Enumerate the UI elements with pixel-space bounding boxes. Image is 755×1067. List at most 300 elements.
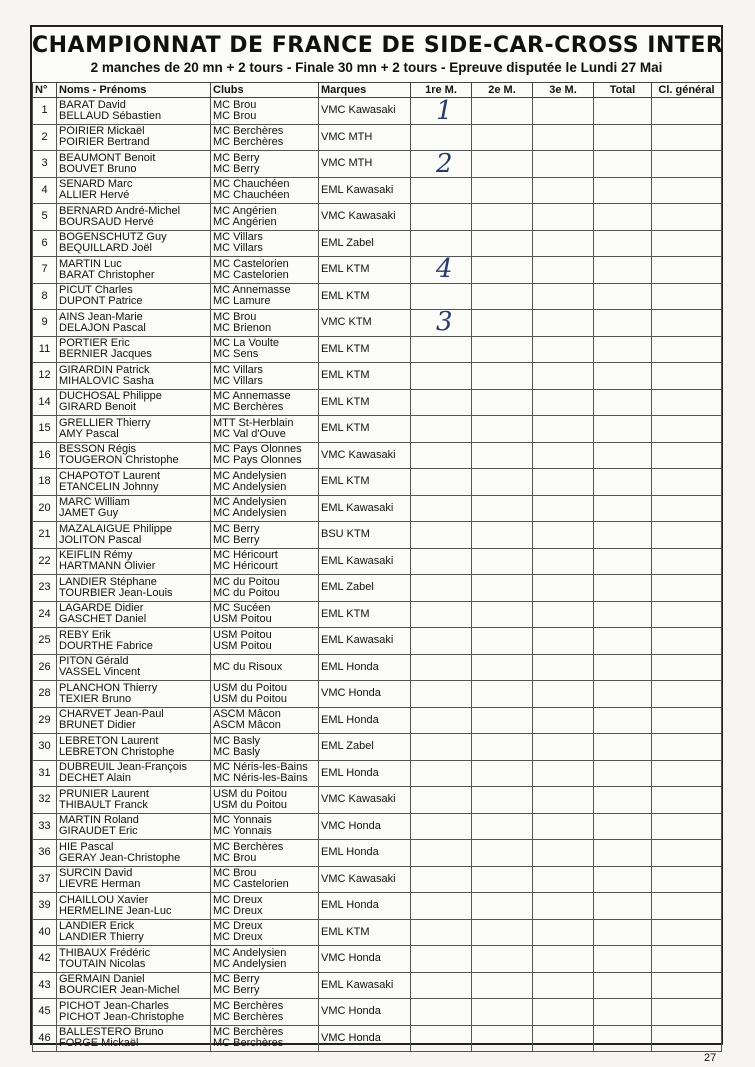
table-header: [33, 83, 722, 98]
row-number: 23: [33, 575, 57, 602]
passenger-club: MC Castelorien: [213, 268, 289, 281]
cell-manche-1: [411, 654, 472, 681]
cell-classement-general: [652, 495, 722, 522]
passenger-name: HARTMANN Olivier: [59, 560, 156, 573]
cell-manche-2: [472, 866, 533, 893]
row-number: 36: [33, 840, 57, 867]
cell-manche-3: [533, 548, 594, 575]
cell-classement-general: [652, 336, 722, 363]
pilot-name: MARTIN Roland: [59, 814, 139, 827]
pilot-club: MC La Voulte: [213, 337, 280, 350]
row-number: 6: [33, 230, 57, 257]
row-crew: [57, 575, 211, 602]
cell-manche-2: [472, 442, 533, 469]
cell-total: [594, 310, 652, 337]
table-row: [33, 495, 722, 522]
passenger-name: LIEVRE Herman: [59, 878, 141, 891]
cell-manche-3: [533, 972, 594, 999]
row-number: 20: [33, 495, 57, 522]
cell-manche-3: [533, 495, 594, 522]
cell-total: [594, 522, 652, 549]
cell-total: [594, 151, 652, 178]
cell-total: [594, 813, 652, 840]
row-marque: EML KTM: [319, 336, 411, 363]
cell-total: [594, 177, 652, 204]
passenger-club: MC Néris-les-Bains: [213, 772, 308, 785]
cell-classement-general: [652, 628, 722, 655]
cell-classement-general: [652, 787, 722, 814]
cell-manche-1: [411, 866, 472, 893]
row-number: 7: [33, 257, 57, 284]
cell-classement-general: [652, 204, 722, 231]
cell-manche-1: [411, 893, 472, 920]
row-clubs: [211, 336, 319, 363]
row-clubs: [211, 946, 319, 973]
cell-manche-2: [472, 522, 533, 549]
handwritten-mark: 4: [436, 254, 453, 285]
cell-manche-3: [533, 893, 594, 920]
cell-manche-1: [411, 813, 472, 840]
row-number: 42: [33, 946, 57, 973]
row-crew: [57, 283, 211, 310]
table-row: [33, 972, 722, 999]
table-row: [33, 310, 722, 337]
row-marque: VMC Honda: [319, 813, 411, 840]
cell-manche-1: [411, 283, 472, 310]
cell-manche-2: [472, 230, 533, 257]
cell-manche-2: [472, 124, 533, 151]
cell-classement-general: [652, 893, 722, 920]
header-clubs: Clubs: [211, 83, 319, 98]
row-clubs: [211, 283, 319, 310]
row-marque: EML Zabel: [319, 575, 411, 602]
pilot-name: PICUT Charles: [59, 284, 133, 297]
row-marque: EML KTM: [319, 389, 411, 416]
pilot-club: MC Berchères: [213, 1026, 284, 1039]
row-marque: EML Zabel: [319, 230, 411, 257]
passenger-name: TOUGERON Christophe: [59, 454, 179, 467]
row-clubs: [211, 310, 319, 337]
cell-total: [594, 575, 652, 602]
cell-total: [594, 389, 652, 416]
passenger-club: MC Villars: [213, 374, 263, 387]
row-clubs: [211, 548, 319, 575]
cell-manche-2: [472, 310, 533, 337]
passenger-club: USM du Poitou: [213, 692, 287, 705]
pilot-club: USM du Poitou: [213, 787, 287, 800]
cell-manche-3: [533, 124, 594, 151]
cell-manche-1: [411, 681, 472, 708]
row-number: 39: [33, 893, 57, 920]
pilot-name: MARC William: [59, 496, 130, 509]
row-crew: [57, 628, 211, 655]
pilot-name: LAGARDE Didier: [59, 602, 144, 615]
cell-manche-3: [533, 230, 594, 257]
cell-manche-3: [533, 813, 594, 840]
pilot-club: MC Berry: [213, 522, 260, 535]
row-marque: EML Kawasaki: [319, 972, 411, 999]
row-crew: [57, 204, 211, 231]
pilot-name: CHAPOTOT Laurent: [59, 469, 161, 482]
pilot-name: LEBRETON Laurent: [59, 734, 159, 747]
cell-classement-general: [652, 257, 722, 284]
cell-manche-1: [411, 336, 472, 363]
pilot-club: MC Héricourt: [213, 549, 278, 562]
cell-manche-1: [411, 442, 472, 469]
pilot-club: MC Villars: [213, 363, 263, 376]
cell-classement-general: [652, 972, 722, 999]
passenger-club: MC Berry: [213, 533, 260, 546]
pilot-name: PLANCHON Thierry: [59, 681, 158, 694]
pilot-name: BALLESTERO Bruno: [59, 1026, 164, 1039]
row-clubs: [211, 681, 319, 708]
cell-manche-1: [411, 628, 472, 655]
cell-manche-2: [472, 389, 533, 416]
row-crew: [57, 310, 211, 337]
row-number: 26: [33, 654, 57, 681]
cell-manche-2: [472, 893, 533, 920]
pilot-name: BEAUMONT Benoit: [59, 151, 156, 164]
row-crew: [57, 946, 211, 973]
row-crew: [57, 734, 211, 761]
cell-manche-1: [411, 840, 472, 867]
passenger-name: LEBRETON Christophe: [59, 745, 175, 758]
passenger-club: MC Yonnais: [213, 825, 272, 838]
cell-manche-3: [533, 257, 594, 284]
cell-manche-3: [533, 98, 594, 125]
cell-manche-3: [533, 442, 594, 469]
table-row: [33, 442, 722, 469]
cell-manche-1: [411, 469, 472, 496]
row-marque: VMC Honda: [319, 681, 411, 708]
cell-total: [594, 363, 652, 390]
row-clubs: [211, 972, 319, 999]
row-crew: [57, 416, 211, 443]
passenger-club: MC Héricourt: [213, 560, 278, 573]
cell-classement-general: [652, 230, 722, 257]
cell-manche-2: [472, 734, 533, 761]
table-row: [33, 283, 722, 310]
row-crew: [57, 469, 211, 496]
passenger-club: MC Berchères: [213, 136, 284, 149]
row-crew: [57, 495, 211, 522]
header-total: Total: [594, 83, 652, 98]
table-row: [33, 734, 722, 761]
cell-total: [594, 416, 652, 443]
cell-manche-3: [533, 416, 594, 443]
passenger-name: GIRARD Benoit: [59, 401, 137, 414]
cell-total: [594, 681, 652, 708]
cell-manche-3: [533, 840, 594, 867]
cell-classement-general: [652, 151, 722, 178]
cell-manche-2: [472, 495, 533, 522]
pilot-name: BESSON Régis: [59, 443, 137, 456]
cell-manche-2: [472, 628, 533, 655]
cell-classement-general: [652, 389, 722, 416]
row-clubs: [211, 363, 319, 390]
passenger-club: MC Basly: [213, 745, 261, 758]
cell-manche-3: [533, 522, 594, 549]
cell-total: [594, 469, 652, 496]
passenger-club: MC Dreux: [213, 931, 263, 944]
cell-classement-general: [652, 681, 722, 708]
passenger-club: MC Berchères: [213, 1037, 284, 1050]
pilot-name: MARTIN Luc: [59, 257, 122, 270]
pilot-name: BERNARD André-Michel: [59, 204, 181, 217]
cell-manche-2: [472, 336, 533, 363]
header-noms: Noms - Prénoms: [57, 83, 211, 98]
pilot-club: MC Brou: [213, 98, 257, 111]
passenger-name: TEXIER Bruno: [59, 692, 132, 705]
cell-classement-general: [652, 310, 722, 337]
cell-classement-general: [652, 442, 722, 469]
cell-manche-2: [472, 681, 533, 708]
cell-classement-general: [652, 707, 722, 734]
passenger-club: MC Andelysien: [213, 480, 287, 493]
cell-total: [594, 548, 652, 575]
header-num: N°: [33, 83, 57, 98]
cell-manche-2: [472, 999, 533, 1026]
table-row: [33, 681, 722, 708]
row-crew: [57, 707, 211, 734]
cell-classement-general: [652, 734, 722, 761]
cell-classement-general: [652, 575, 722, 602]
passenger-name: TOURBIER Jean-Louis: [59, 586, 173, 599]
pilot-club: MC Berry: [213, 973, 260, 986]
cell-manche-2: [472, 469, 533, 496]
pilot-club: MC Angérien: [213, 204, 277, 217]
header-classement-general: Cl. général: [652, 83, 722, 98]
cell-classement-general: [652, 946, 722, 973]
row-number: 15: [33, 416, 57, 443]
row-number: 40: [33, 919, 57, 946]
row-crew: [57, 601, 211, 628]
row-marque: VMC MTH: [319, 151, 411, 178]
row-marque: EML Kawasaki: [319, 177, 411, 204]
passenger-club: MC Castelorien: [213, 878, 289, 891]
passenger-name: PICHOT Jean-Christophe: [59, 1010, 185, 1023]
table-row: [33, 98, 722, 125]
table-body: [33, 98, 722, 1052]
table-row: [33, 257, 722, 284]
cell-total: [594, 124, 652, 151]
pilot-name: THIBAUX Frédéric: [59, 946, 151, 959]
row-clubs: [211, 707, 319, 734]
cell-classement-general: [652, 813, 722, 840]
table-row: [33, 522, 722, 549]
pilot-club: MC Annemasse: [213, 390, 291, 403]
pilot-name: REBY Erik: [59, 628, 111, 641]
pilot-name: HIE Pascal: [59, 840, 114, 853]
row-number: 45: [33, 999, 57, 1026]
row-clubs: [211, 734, 319, 761]
cell-total: [594, 628, 652, 655]
passenger-name: AMY Pascal: [59, 427, 119, 440]
row-marque: EML Honda: [319, 840, 411, 867]
row-number: 31: [33, 760, 57, 787]
passenger-name: GIRAUDET Eric: [59, 825, 138, 838]
row-crew: [57, 654, 211, 681]
pilot-name: GIRARDIN Patrick: [59, 363, 150, 376]
passenger-club: MC Berry: [213, 984, 260, 997]
row-clubs: [211, 575, 319, 602]
cell-manche-2: [472, 177, 533, 204]
passenger-name: JAMET Guy: [59, 507, 119, 520]
pilot-name: AINS Jean-Marie: [59, 310, 143, 323]
passenger-name: BEQUILLARD Joël: [59, 242, 152, 255]
cell-total: [594, 919, 652, 946]
passenger-club: MC Berchères: [213, 1010, 284, 1023]
cell-manche-2: [472, 946, 533, 973]
row-clubs: [211, 151, 319, 178]
table-row: [33, 840, 722, 867]
row-marque: VMC Kawasaki: [319, 787, 411, 814]
page-subtitle: 2 manches de 20 mn + 2 tours - Finale 30 mn + 2 tours - Epreuve disputée le Lundi 27 Mai: [90, 60, 663, 75]
pilot-club: MC Annemasse: [213, 284, 291, 297]
row-clubs: [211, 919, 319, 946]
pilot-club: MC Brou: [213, 310, 257, 323]
row-clubs: [211, 389, 319, 416]
cell-manche-2: [472, 548, 533, 575]
pilot-name: CHAILLOU Xavier: [59, 893, 149, 906]
row-crew: [57, 787, 211, 814]
pilot-club: MC Andelysien: [213, 946, 287, 959]
cell-classement-general: [652, 98, 722, 125]
row-number: 24: [33, 601, 57, 628]
row-marque: EML KTM: [319, 416, 411, 443]
handwritten-mark: 1: [436, 96, 453, 126]
passenger-name: BELLAUD Sébastien: [59, 109, 162, 122]
cell-total: [594, 257, 652, 284]
cell-manche-1: [411, 760, 472, 787]
row-number: 18: [33, 469, 57, 496]
cell-total: [594, 787, 652, 814]
pilot-name: PITON Gérald: [59, 655, 129, 668]
cell-classement-general: [652, 654, 722, 681]
cell-classement-general: [652, 363, 722, 390]
row-clubs: [211, 760, 319, 787]
passenger-name: BOURCIER Jean-Michel: [59, 984, 180, 997]
table-row: [33, 999, 722, 1026]
pilot-club: MTT St-Herblain: [213, 416, 294, 429]
cell-classement-general: [652, 840, 722, 867]
row-number: 14: [33, 389, 57, 416]
row-number: 37: [33, 866, 57, 893]
pilot-name: GRELLIER Thierry: [59, 416, 151, 429]
cell-manche-2: [472, 283, 533, 310]
cell-total: [594, 760, 652, 787]
table-row: [33, 654, 722, 681]
pilot-club: MC Berchères: [213, 840, 284, 853]
passenger-name: BRUNET Didier: [59, 719, 136, 732]
cell-total: [594, 999, 652, 1026]
table-row: [33, 787, 722, 814]
cell-manche-3: [533, 787, 594, 814]
row-clubs: [211, 230, 319, 257]
results-table: [32, 82, 722, 1052]
table-row: [33, 151, 722, 178]
passenger-name: MIHALOVIC Sasha: [59, 374, 154, 387]
row-number: 30: [33, 734, 57, 761]
row-clubs: [211, 124, 319, 151]
row-marque: EML Zabel: [319, 734, 411, 761]
row-marque: EML KTM: [319, 601, 411, 628]
pilot-club: MC du Poitou: [213, 575, 280, 588]
pilot-club: MC Villars: [213, 231, 263, 244]
passenger-name: ALLIER Hervé: [59, 189, 130, 202]
pilot-club: MC Andelysien: [213, 496, 287, 509]
row-marque: VMC Honda: [319, 999, 411, 1026]
table-row: [33, 893, 722, 920]
table-row: [33, 230, 722, 257]
page-number: 27: [704, 1052, 717, 1064]
passenger-club: MC Pays Olonnes: [213, 454, 302, 467]
row-clubs: [211, 999, 319, 1026]
cell-total: [594, 734, 652, 761]
row-crew: [57, 813, 211, 840]
table-row: [33, 760, 722, 787]
row-crew: [57, 972, 211, 999]
row-marque: EML Kawasaki: [319, 628, 411, 655]
row-clubs: [211, 98, 319, 125]
table-row: [33, 416, 722, 443]
pilot-name: MAZALAIGUE Philippe: [59, 522, 173, 535]
row-marque: VMC KTM: [319, 310, 411, 337]
row-marque: EML KTM: [319, 363, 411, 390]
row-marque: EML KTM: [319, 283, 411, 310]
row-number: 1: [33, 98, 57, 125]
cell-manche-3: [533, 628, 594, 655]
pilot-name: PRUNIER Laurent: [59, 787, 149, 800]
cell-manche-3: [533, 1025, 594, 1052]
row-clubs: [211, 257, 319, 284]
table-row: [33, 575, 722, 602]
pilot-name: GERMAIN Daniel: [59, 973, 145, 986]
row-clubs: [211, 628, 319, 655]
cell-total: [594, 840, 652, 867]
cell-manche-2: [472, 575, 533, 602]
row-number: 33: [33, 813, 57, 840]
row-marque: VMC Honda: [319, 1025, 411, 1052]
row-marque: EML Honda: [319, 654, 411, 681]
cell-manche-3: [533, 389, 594, 416]
cell-classement-general: [652, 522, 722, 549]
row-clubs: [211, 204, 319, 231]
cell-classement-general: [652, 416, 722, 443]
cell-classement-general: [652, 124, 722, 151]
pilot-club: MC Basly: [213, 734, 261, 747]
passenger-name: TOUTAIN Nicolas: [59, 957, 146, 970]
pilot-name: PICHOT Jean-Charles: [59, 999, 169, 1012]
cell-classement-general: [652, 866, 722, 893]
page-title: CHAMPIONNAT DE FRANCE DE SIDE-CAR-CROSS INTER: [32, 33, 724, 58]
cell-manche-3: [533, 336, 594, 363]
passenger-club: MC Andelysien: [213, 957, 287, 970]
row-marque: EML KTM: [319, 257, 411, 284]
table-row: [33, 389, 722, 416]
row-number: 9: [33, 310, 57, 337]
passenger-club: MC Chauchéen: [213, 189, 290, 202]
row-marque: VMC Kawasaki: [319, 204, 411, 231]
row-crew: [57, 442, 211, 469]
passenger-name: THIBAULT Franck: [59, 798, 148, 811]
cell-manche-1: [411, 177, 472, 204]
row-marque: VMC Kawasaki: [319, 98, 411, 125]
pilot-name: CHARVET Jean-Paul: [59, 708, 164, 721]
pilot-name: BARAT David: [59, 98, 126, 111]
passenger-name: DOURTHE Fabrice: [59, 639, 153, 652]
cell-manche-1: [411, 999, 472, 1026]
